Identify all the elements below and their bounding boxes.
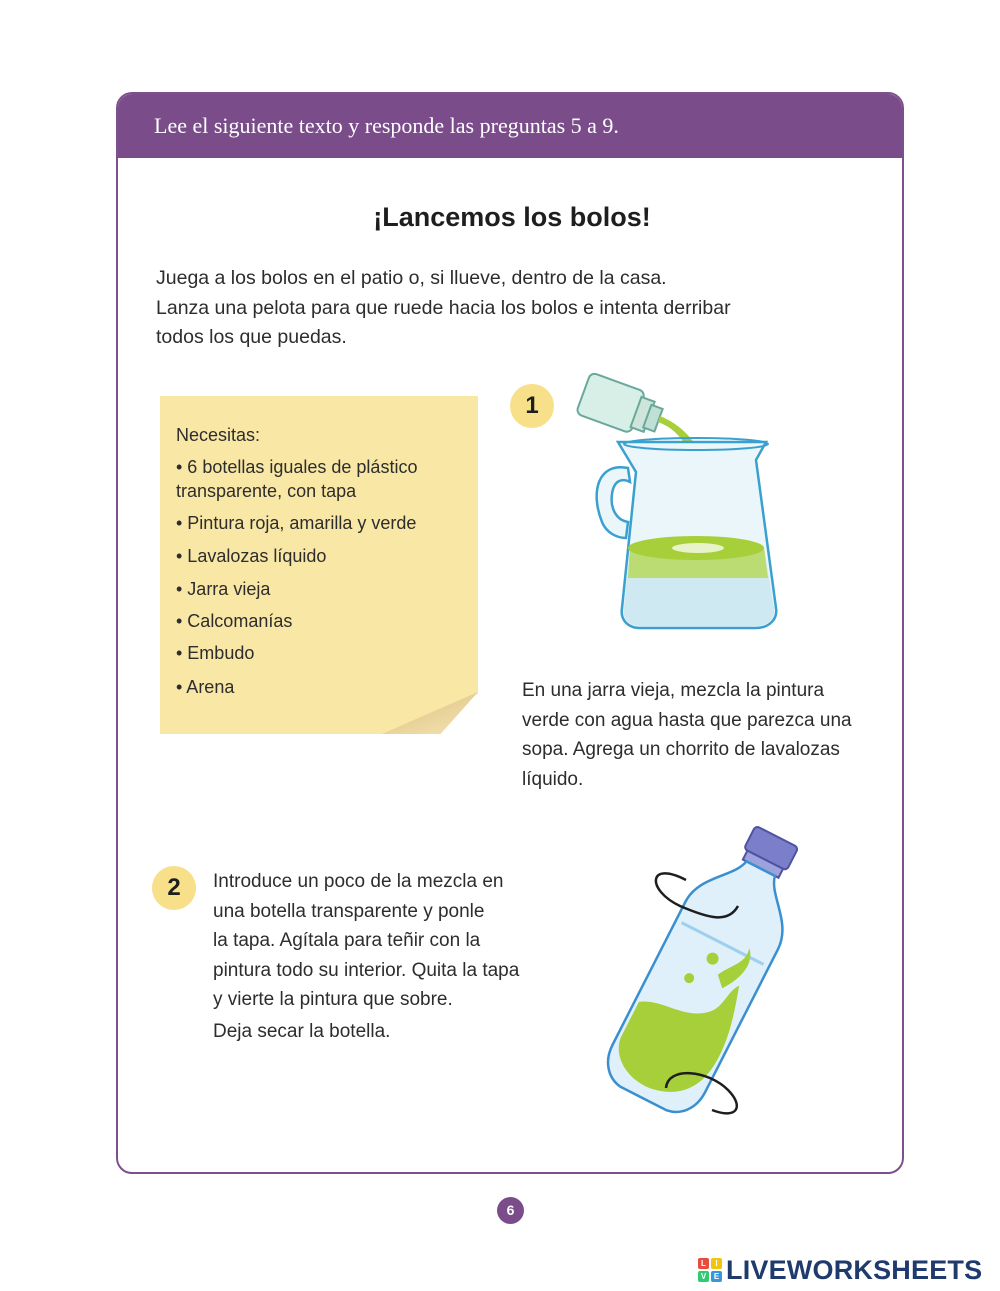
liveworksheets-logo bbox=[698, 1258, 722, 1282]
instruction-banner: Lee el siguiente texto y responde las preguntas 5 a 9. bbox=[118, 94, 902, 158]
materials-item: • Calcomanías bbox=[176, 611, 293, 631]
step-line: pintura todo su interior. Quita la tapa bbox=[213, 959, 520, 981]
step-line: una botella transparente y ponle bbox=[213, 900, 485, 922]
step-line: líquido. bbox=[522, 768, 584, 790]
activity-card bbox=[116, 92, 904, 1174]
step-line: y vierte la pintura que sobre. bbox=[213, 989, 453, 1010]
step-1-text bbox=[522, 676, 852, 794]
brand-name: LIVEWORKSHEETS bbox=[726, 1254, 983, 1285]
logo-letter: I bbox=[711, 1258, 722, 1269]
step-line: sopa. Agrega un chorrito de lavalozas bbox=[522, 739, 840, 760]
intro-paragraph bbox=[156, 264, 836, 353]
page-title: ¡Lancemos los bolos! bbox=[373, 202, 651, 232]
intro-line: Juega a los bolos en el patio o, si llueve, dentro de la casa. bbox=[156, 267, 667, 289]
materials-heading: Necesitas: bbox=[176, 425, 261, 445]
materials-item: • 6 botellas iguales de plástico transparente, con tapa bbox=[176, 457, 418, 501]
step-2-badge: 2 bbox=[152, 866, 196, 910]
materials-item: • Jarra vieja bbox=[176, 579, 271, 599]
shaking-bottle-icon bbox=[588, 820, 828, 1124]
liveworksheets-watermark bbox=[698, 1255, 982, 1285]
step-line: Deja secar la botella. bbox=[213, 1020, 391, 1042]
intro-line: todos los que puedas. bbox=[156, 326, 347, 348]
materials-item: • Pintura roja, amarilla y verde bbox=[176, 513, 417, 533]
step-line: Introduce un poco de la mezcla en bbox=[213, 871, 504, 892]
step-line: En una jarra vieja, mezcla la pintura bbox=[522, 680, 825, 701]
logo-letter: E bbox=[711, 1271, 722, 1282]
intro-line: Lanza una pelota para que ruede hacia los bolos e intenta derribar bbox=[156, 296, 731, 319]
materials-item: • Arena bbox=[176, 677, 235, 697]
pitcher-pouring-icon bbox=[576, 372, 792, 654]
logo-letter: V bbox=[698, 1271, 709, 1282]
logo-letter: L bbox=[698, 1258, 709, 1269]
materials-item: • Lavalozas líquido bbox=[176, 546, 327, 566]
step-1-badge: 1 bbox=[510, 384, 554, 428]
materials-item: • Embudo bbox=[176, 643, 255, 663]
page-number: 6 bbox=[497, 1197, 524, 1224]
step-line: verde con agua hasta que parezca una bbox=[522, 709, 852, 731]
step-2-text bbox=[213, 867, 519, 1046]
step-line: la tapa. Agítala para teñir con la bbox=[213, 930, 481, 951]
